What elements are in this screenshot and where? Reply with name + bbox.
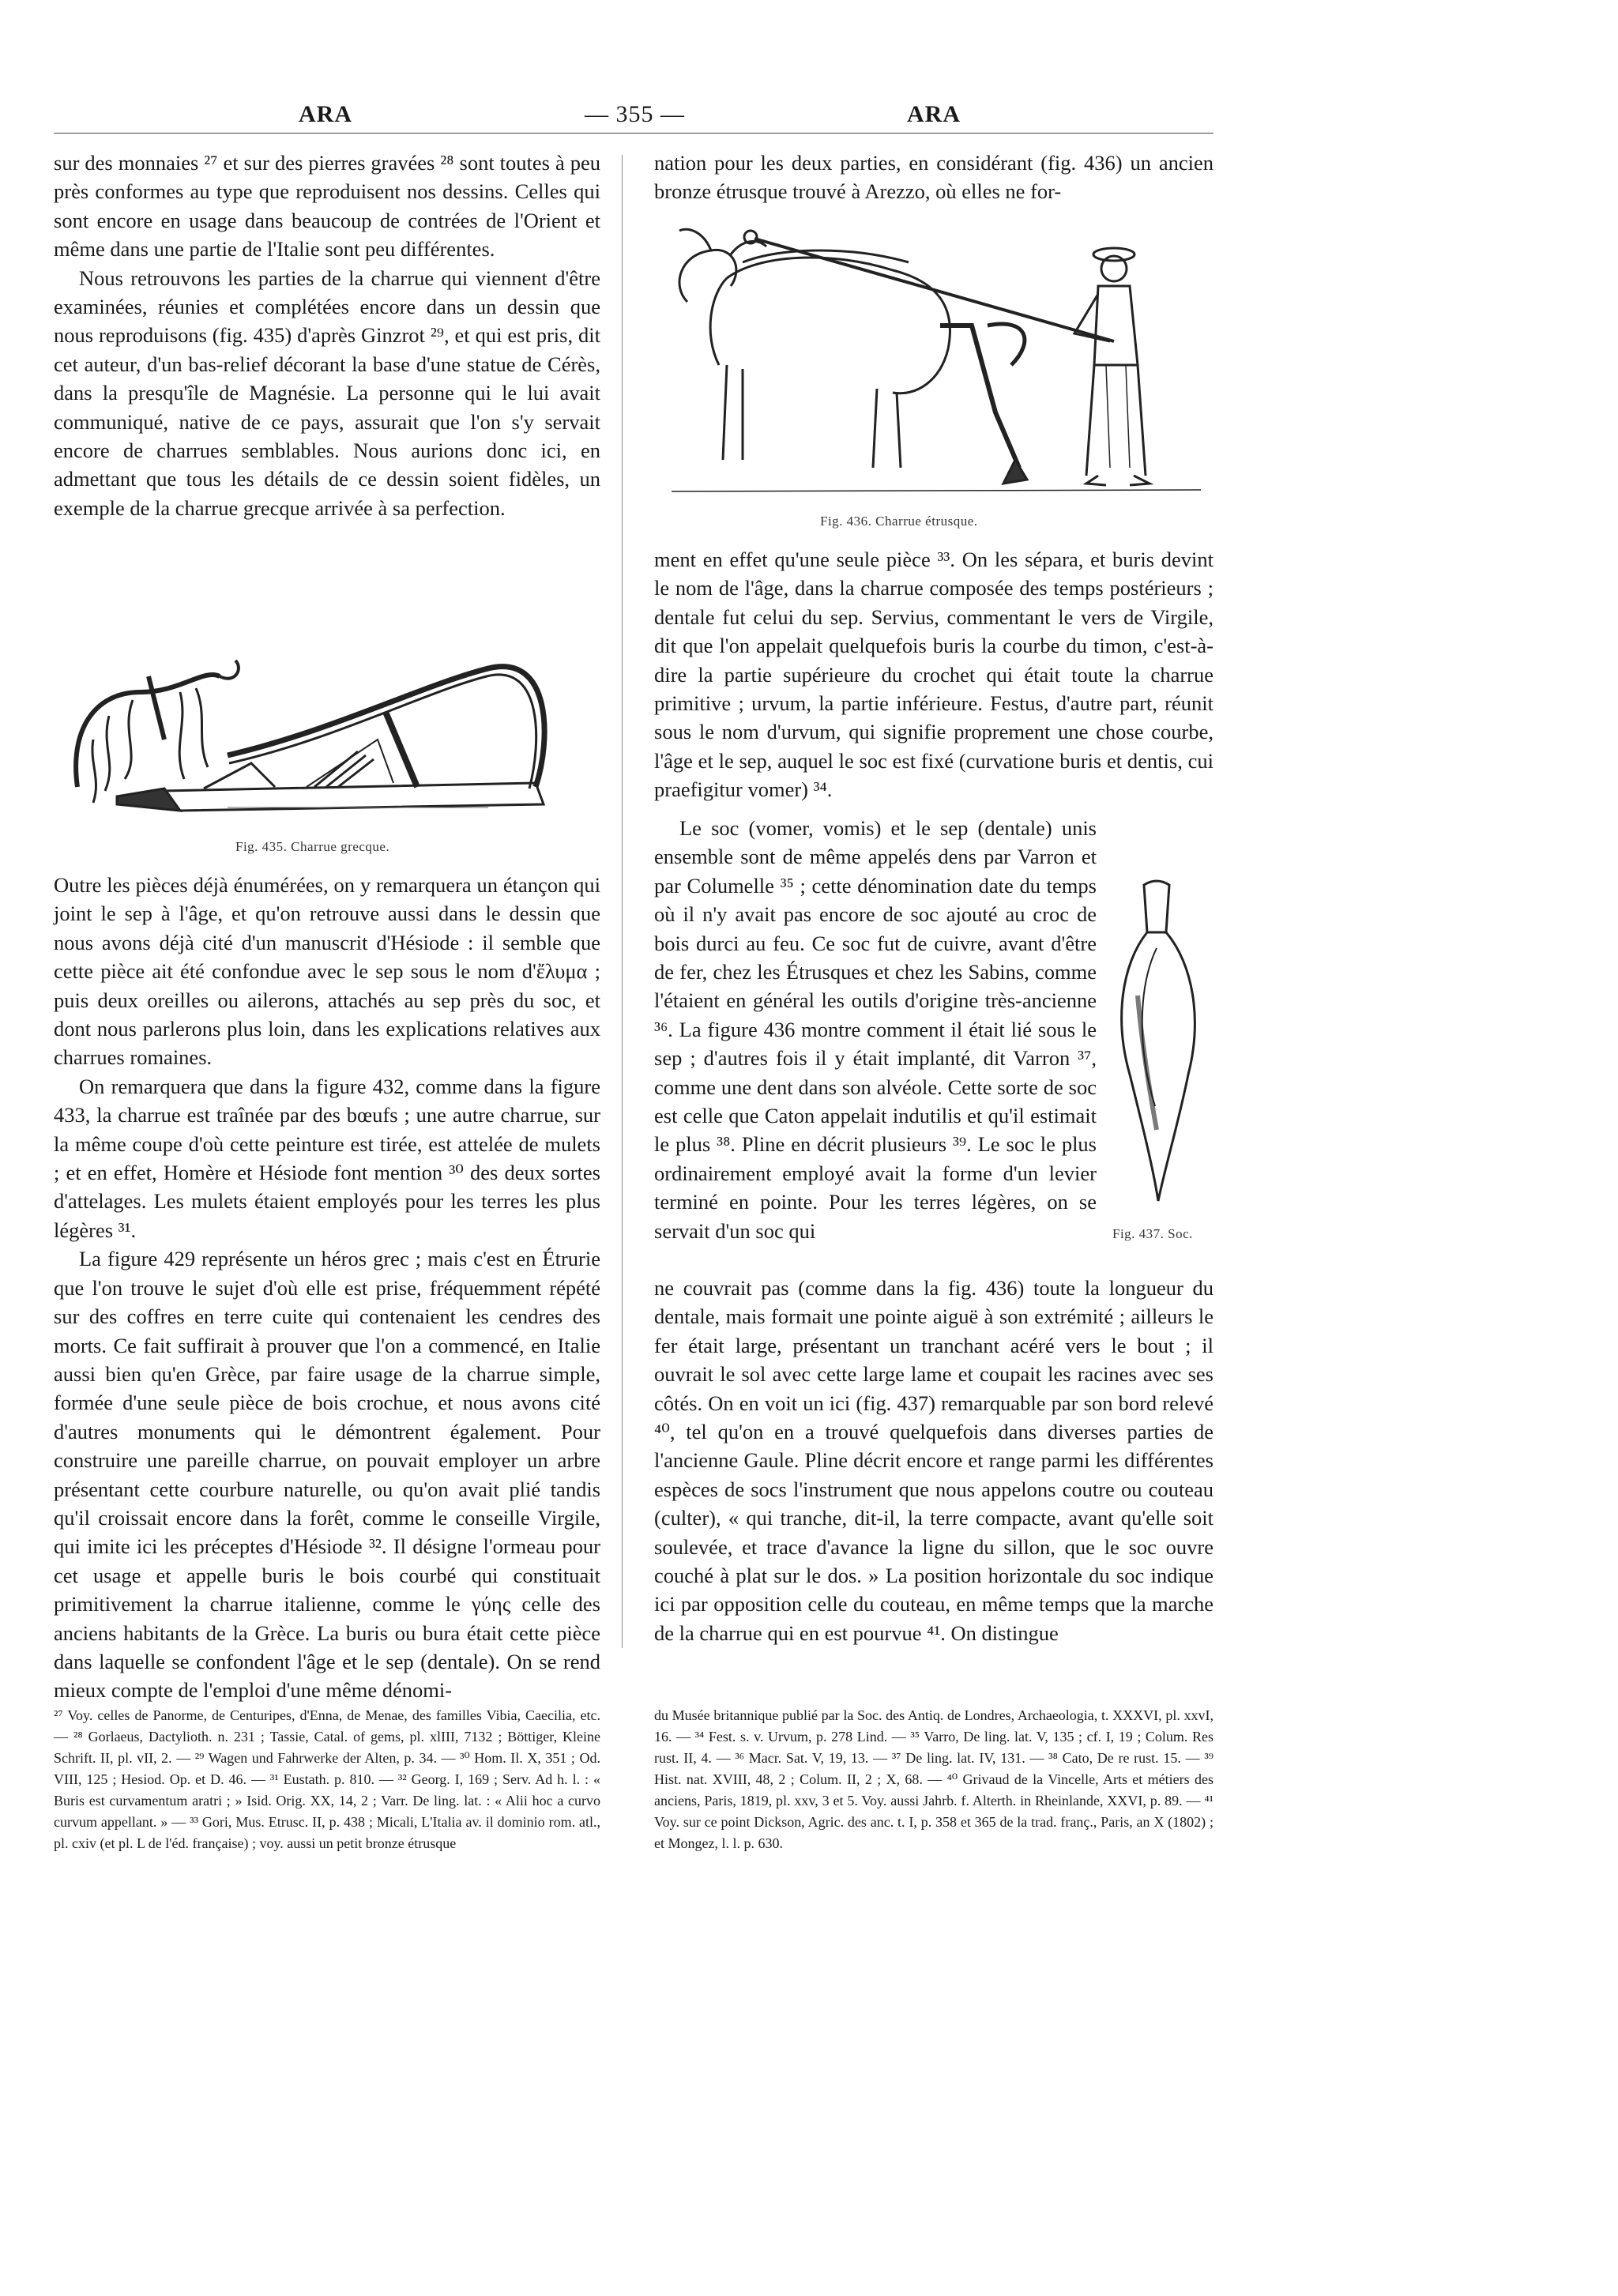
figure-436-etruscan-plough [656,207,1214,507]
right-paragraph-3a: Le soc (vomer, vomis) et le sep (dentale) unis ensemble sont de même appelés dens par Varron et par Columelle ³⁵ ; cette dénomination date du temps où il n'y avait pas encore de soc ajouté au croc de bois durci au feu. Ce soc fut de cuivre, avant d'être de fer, chez les Étrusques et chez les Sabins, comme l'étaient en général les outils d'origine très-ancienne ³⁶. La figure 436 montre comment il était lié sous le sep ; d'autres fois il y était implanté, dit Varron ³⁷, comme une dent dans son alvéole. Cette sorte de soc est celle que Caton appelait indutilis et qu'il estimait le plus ³⁸. Pline en décrit plusieurs ³⁹. Le soc le plus ordinairement employé avait la forme d'un levier terminé en pointe. Pour les terres légères, on se servait d'un soc qui [654,816,1097,1243]
left-paragraph-5: La figure 429 représente un héros grec ; mais c'est en Étrurie que l'on trouve le sujet d'où elle est prise, fréquemment répété sur des coffres en terre cuite qui contenaient les cendres des morts. Ce fait suffirait à prouver que l'on a commencé, en Italie aussi bien qu'en Grèce, par faire usage de la charrue simple, formée d'une seule pièce de bois crochue, et nous avons cité d'autres monuments qui le démontrent également. Pour construire une pareille charrue, on pouvait employer un arbre présentant cette courbure naturelle, ou qu'on avait plié tandis qu'il croissait encore dans la forêt, comme le conseille Virgile, qui imite ici les préceptes d'Hésiode ³². Il désigne l'ormeau pour cet usage et appelle buris le bois courbé qui constituait primitivement la charrue italienne, comme le γύης celle des anciens habitants de la Grèce. La buris ou bura était cette pièce dans laquelle se confondent l'âge et le sep (dentale). On se rend mieux compte de l'emploi d'une même dénomi- [54,1247,600,1703]
right-column-wrapped [654,814,1097,1245]
left-paragraph-1: sur des monnaies ²⁷ et sur des pierres gravées ²⁸ sont toutes à peu près conformes au type que reproduisent nos dessins. Celles qui sont encore en usage dans beaucoup de contrées de l'Orient et même dans une partie de l'Italie sont peu différentes. [54,151,600,262]
left-column-top [54,149,600,522]
right-paragraph-1: nation pour les deux parties, en considérant (fig. 436) un ancien bronze étrusque trouvé à Arezzo, où elles ne for- [654,151,1214,204]
figure-436-caption: Fig. 436. Charrue étrusque. [820,514,978,529]
header-right: ARA [907,101,961,127]
figure-437-caption: Fig. 437. Soc. [1112,1226,1193,1241]
left-paragraph-4: On remarquera que dans la figure 432, comme dans la figure 433, la charrue est traînée par des bœufs ; une autre charrue, sur la même coupe d'où cette peinture est tirée, est attelée de mulets ; et en effet, Homère et Hésiode font mention ³⁰ des deux sortes d'attelages. Les mulets étaient employés pour les terres les plus légères ³¹. [54,1074,600,1242]
right-footnotes-text: du Musée britannique publié par la Soc. des Antiq. de Londres, Archaeologia, t. XXXVI, pl. xxvI, 16. — ³⁴ Fest. s. v. Urvum, p. 278 Lind. — ³⁵ Varro, De ling. lat. V, 135 ; cf. I, 19 ; Colum. Res rust. II, 4. — ³⁶ Macr. Sat. V, 19, 13. — ³⁷ De ling. lat. IV, 131. — ³⁸ Cato, De re rust. 15. — ³⁹ Hist. nat. XVIII, 48, 2 ; Colum. II, 2 ; X, 68. — ⁴⁰ Grivaud de la Vincelle, Arts et métiers des anciens, Paris, 1819, pl. xxv, 3 et 5. Voy. aussi Jahrb. f. Alterth. in Rheinlande, XXVI, p. 89. — ⁴¹ Voy. sur ce point Dickson, Agric. des anc. t. I, p. 358 et 365 de la trad. franç., Paris, an X (1802) ; et Mongez, l. l. p. 630. [654,1707,1214,1851]
left-column-bottom [54,871,600,1705]
right-paragraph-3b: ne couvrait pas (comme dans la fig. 436) toute la longueur du dentale, mais formait une pointe aiguë à son extrémité ; ailleurs le fer était large, présentant un tranchant acéré vers le bout ; il ouvrait le sol avec cette large lame et coupait les racines avec ses côtés. On en voit un ici (fig. 437) remarquable par son bord relevé ⁴⁰, tel qu'on en a trouvé quelquefois dans diverses parties de l'ancienne Gaule. Pline décrit encore et range parmi les différentes espèces de socs l'instrument que nous appelons coutre ou couteau (culter), « qui tranche, dit-il, la terre compacte, avant qu'elle soit soulevée, et trace d'avance la ligne du sillon, que le soc ouvre couché à plat sur le dos. » La position horizontale du soc indique ici par opposition celle du couteau, en même temps que la marche de la charrue qui en est pourvue ⁴¹. On distingue [654,1276,1214,1645]
left-paragraph-3: Outre les pièces déjà énumérées, on y remarquera un étançon qui joint le sep à l'âge, et qu'on retrouve aussi dans le dessin que nous avons déjà cité d'un manuscrit d'Hésiode : il semble que cette pièce ait été confondue avec le sep sous le nom d'ἔλυμα ; puis deux oreilles ou ailerons, attachés au sep près du soc, et dont nous parlerons plus loin, dans les explications relatives aux charrues romaines. [54,873,600,1070]
figure-435-caption: Fig. 435. Charrue grecque. [235,839,390,854]
right-column-bottom [654,1274,1214,1647]
figure-435-greek-plough [46,621,599,826]
header-left: ARA [299,101,352,127]
column-divider [622,155,623,1648]
right-column-top [654,149,1214,206]
figure-437-ploughshare [1106,869,1207,1209]
right-column-middle [654,545,1214,804]
right-footnotes [654,1705,1214,1854]
header-rule [54,133,1214,134]
page-number: — 355 — [585,101,685,127]
right-paragraph-2: ment en effet qu'une seule pièce ³³. On les sépara, et buris devint le nom de l'âge, dans la charrue composée des temps postérieurs ; dentale fut celui du sep. Servius, commentant le vers de Virgile, dit que l'on appelait quelquefois buris la courbe du timon, c'est-à-dire la partie supérieure du crochet qui était toute la charrue primitive ; urvum, la partie inférieure. Festus, d'autre part, réunit sous le nom d'urvum, qui signifie proprement une chose courbe, l'âge et le sep, auquel le soc est fixé (curvatione buris et dentis, cui praefigitur vomer) ³⁴. [654,548,1214,802]
left-footnotes [54,1705,600,1854]
left-footnotes-text: ²⁷ Voy. celles de Panorme, de Centuripes, d'Enna, de Menae, des familles Vibia, Caecilia, etc. — ²⁸ Gorlaeus, Dactylioth. n. 231 ; Tassie, Catal. of gems, pl. xlIII, 7132 ; Böttiger, Kleine Schrift. II, pl. vII, 2. — ²⁹ Wagen und Fahrwerke der Alten, p. 34. — ³⁰ Hom. Il. X, 351 ; Od. VIII, 125 ; Hesiod. Op. et D. 46. — ³¹ Eustath. p. 810. — ³² Georg. I, 169 ; Serv. Ad h. l. : « Buris est curvamentum aratri ; » Isid. Orig. XX, 14, 2 ; Varr. De ling. lat. : « Alii hoc a curvo curvum appellant. » — ³³ Gori, Mus. Etrusc. II, p. 438 ; Micali, L'Italia av. il dominio rom. atl., pl. cxiv (et pl. L de l'éd. française) ; voy. aussi un petit bronze étrusque [54,1707,600,1851]
left-paragraph-2: Nous retrouvons les parties de la charrue qui viennent d'être examinées, réunies et complétées encore dans un dessin que nous reproduisons (fig. 435) d'après Ginzrot ²⁹, et qui est pris, dit cet auteur, d'un bas-relief décorant la base d'une statue de Cérès, dans la presqu'île de Magnésie. La personne qui le lui avait communiqué, native de ce pays, assurait que l'on s'y servait encore de charrues semblables. Nous aurions donc ici, en admettant que tous les détails de ce dessin soient fidèles, un exemple de la charrue grecque arrivée à sa perfection. [54,265,600,520]
